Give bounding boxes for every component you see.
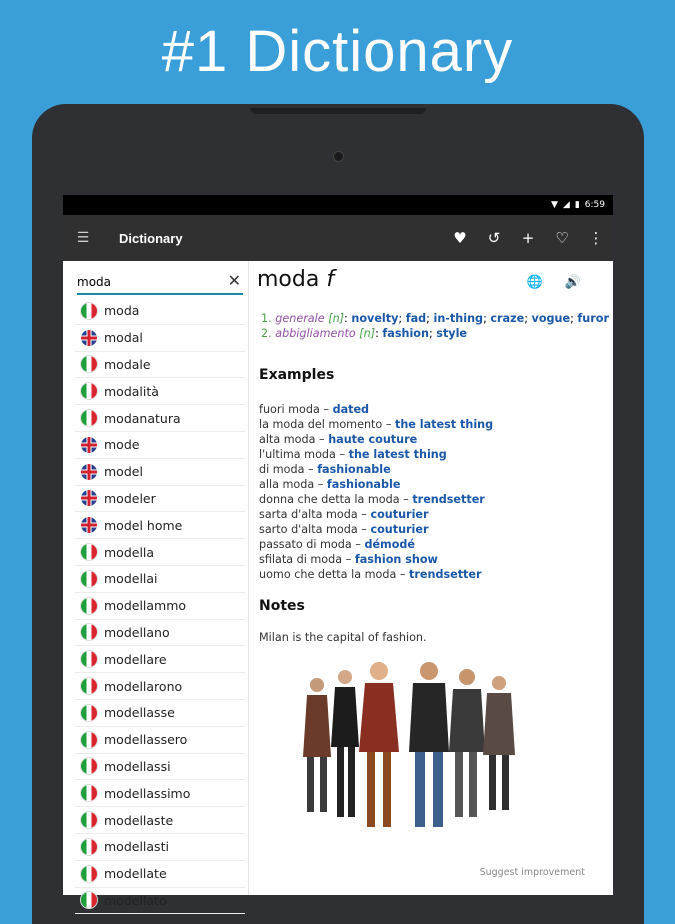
example-translation[interactable]: the latest thing [348,448,447,461]
result-item[interactable] [75,352,245,379]
tablet-frame [32,104,644,924]
model-6 [483,676,515,810]
sense-domain: generale [275,312,325,325]
result-word: modellarono [104,678,183,694]
model-2 [331,670,359,817]
italian-flag-icon [81,866,97,882]
search-input[interactable] [77,273,217,291]
app-title: Dictionary [119,230,183,246]
model-3 [359,662,399,827]
italian-flag-icon [81,812,97,828]
result-word: moda [104,303,140,319]
result-item[interactable] [75,727,245,754]
example-translation[interactable]: démodé [364,538,415,551]
italian-flag-icon [81,571,97,587]
speaker-icon[interactable]: 🔊 [564,275,581,290]
main-content [63,261,613,908]
example-source: sarto d'alta moda [259,523,358,536]
result-word: model [104,464,143,480]
result-item[interactable] [75,861,245,888]
result-item[interactable] [75,298,245,325]
result-item[interactable] [75,754,245,781]
tablet-speaker [250,108,426,114]
result-item[interactable] [75,325,245,352]
translation-link[interactable]: fashion [382,327,429,340]
note-text: Milan is the capital of fashion. [259,631,427,644]
english-flag-icon [81,464,97,480]
result-item[interactable] [75,700,245,727]
results-list [75,298,245,914]
translation-link[interactable]: novelty [351,312,399,325]
result-word: modella [104,544,155,560]
translation-link[interactable]: craze [490,312,525,325]
headword-gender: f [326,267,335,292]
translate-icon[interactable]: 🌐 [526,275,543,290]
status-bar [63,195,613,215]
status-time: 6:59 [584,200,605,210]
example-source: sarta d'alta moda [259,508,358,521]
result-word: modalità [104,383,159,399]
example-source: alta moda [259,433,316,446]
result-word: modellare [104,651,167,667]
result-item[interactable] [75,566,245,593]
headword-text: moda [257,267,320,292]
example-source: donna che detta la moda [259,493,400,506]
result-word: modellano [104,624,170,640]
italian-flag-icon [81,839,97,855]
italian-flag-icon [81,356,97,372]
result-word: modellate [104,866,167,882]
sense-number: 2. [261,327,272,340]
example-row: l'ultima moda – the latest thing [259,448,447,461]
example-translation[interactable]: couturier [370,523,429,536]
result-item[interactable] [75,512,245,539]
english-flag-icon [81,490,97,506]
result-word: model home [104,517,183,533]
example-row: sarta d'alta moda – couturier [259,508,429,521]
example-row: alla moda – fashionable [259,478,401,491]
example-source: passato di moda [259,538,352,551]
italian-flag-icon [81,651,97,667]
search-box [77,271,243,295]
italian-flag-icon [81,624,97,640]
italian-flag-icon [81,705,97,721]
result-word: modellato [104,892,167,908]
result-word: modeler [104,490,156,506]
model-5 [449,669,485,817]
sense-number: 1. [261,312,272,325]
example-translation[interactable]: the latest thing [395,418,494,431]
sense-grammar: [n] [359,327,376,340]
translation-link[interactable]: style [436,327,468,340]
camera-icon [333,151,344,162]
result-item[interactable] [75,673,245,700]
result-item[interactable] [75,620,245,647]
headword [257,267,334,292]
clear-icon[interactable]: ✕ [227,271,241,290]
example-translation[interactable]: dated [332,403,370,416]
result-word: modellammo [104,598,187,614]
example-translation[interactable]: fashionable [326,478,401,491]
more-icon[interactable]: ⋮ [588,229,604,247]
example-source: fuori moda [259,403,320,416]
app-screen [63,195,613,908]
example-row: donna che detta la moda – trendsetter [259,493,485,506]
history-icon[interactable]: ↺ [487,229,501,247]
example-source: la moda del momento [259,418,383,431]
example-translation[interactable]: fashionable [317,463,391,476]
example-source: sfilata di moda [259,553,343,566]
example-translation[interactable]: trendsetter [409,568,482,581]
result-item[interactable] [75,646,245,673]
result-word: modellaste [104,812,174,828]
sense-domain: abbigliamento [275,327,356,340]
italian-flag-icon [81,678,97,694]
result-item[interactable] [75,807,245,834]
model-1 [303,678,331,812]
app-bar [63,215,613,261]
model-4 [409,662,449,827]
examples-heading: Examples [259,367,335,383]
result-word: modale [104,356,151,372]
italian-flag-icon [81,598,97,614]
english-flag-icon [81,330,97,346]
favorites-icon[interactable]: ♥ [453,229,467,247]
result-item[interactable] [75,888,245,915]
italian-flag-icon [81,785,97,801]
example-source: alla moda [259,478,315,491]
example-source: l'ultima moda [259,448,336,461]
result-item[interactable] [75,486,245,513]
italian-flag-icon [81,892,97,908]
menu-icon[interactable]: ☰ [76,230,90,246]
wifi-icon: ▼ [550,200,558,210]
examples-list [259,402,493,582]
example-row: sfilata di moda – fashion show [259,553,438,566]
example-row: uomo che detta la moda – trendsetter [259,568,482,581]
result-item[interactable] [75,459,245,486]
fashion-photo [287,657,527,847]
example-source: di moda [259,463,305,476]
battery-icon: ▮ [574,200,580,210]
example-row: alta moda – haute couture [259,433,418,446]
example-row: la moda del momento – the latest thing [259,418,494,431]
suggest-improvement-link[interactable]: Suggest improvement [479,867,585,878]
add-icon[interactable]: + [521,229,535,247]
result-item[interactable] [75,593,245,620]
italian-flag-icon [81,383,97,399]
example-translation[interactable]: haute couture [328,433,418,446]
result-word: modellasti [104,839,169,855]
english-flag-icon [81,517,97,533]
translation-link[interactable]: in-thing [433,312,484,325]
senses-list [261,311,609,341]
promo-headline: #1 Dictionary [161,19,514,84]
example-row: passato di moda – démodé [259,538,415,551]
result-item[interactable] [75,780,245,807]
translation-link[interactable]: furor [577,312,609,325]
entry-panel [257,261,613,895]
example-translation[interactable]: fashion show [354,553,438,566]
notes-heading: Notes [259,598,305,614]
signal-icon: ◢ [562,200,570,210]
italian-flag-icon [81,303,97,319]
result-word: modellassero [104,732,188,748]
italian-flag-icon [81,758,97,774]
entry-actions [527,275,581,290]
result-word: modal [104,330,143,346]
italian-flag-icon [81,544,97,560]
translation-link[interactable]: vogue [531,312,571,325]
english-flag-icon [81,437,97,453]
sense-row: 1. generale [n]: novelty; fad; in-thing; craze; vogue; furor [261,312,609,325]
result-word: modellassimo [104,785,191,801]
result-word: modanatura [104,410,181,426]
translation-link[interactable]: fad [405,312,427,325]
result-item[interactable] [75,405,245,432]
result-item[interactable] [75,834,245,861]
result-word: mode [104,437,140,453]
example-row: fuori moda – dated [259,403,370,416]
result-word: modellassi [104,758,171,774]
example-translation[interactable]: trendsetter [412,493,485,506]
italian-flag-icon [81,410,97,426]
example-source: uomo che detta la moda [259,568,397,581]
example-translation[interactable]: couturier [370,508,429,521]
result-item[interactable] [75,378,245,405]
result-word: modellai [104,571,158,587]
sense-grammar: [n] [328,312,345,325]
example-row: di moda – fashionable [259,463,391,476]
example-row: sarto d'alta moda – couturier [259,523,429,536]
sense-row: 2. abbigliamento [n]: fashion; style [261,327,468,340]
heart-outline-icon[interactable]: ♡ [555,229,569,247]
result-item[interactable] [75,432,245,459]
result-item[interactable] [75,539,245,566]
italian-flag-icon [81,732,97,748]
result-word: modellasse [104,705,175,721]
word-list-panel [63,261,249,908]
